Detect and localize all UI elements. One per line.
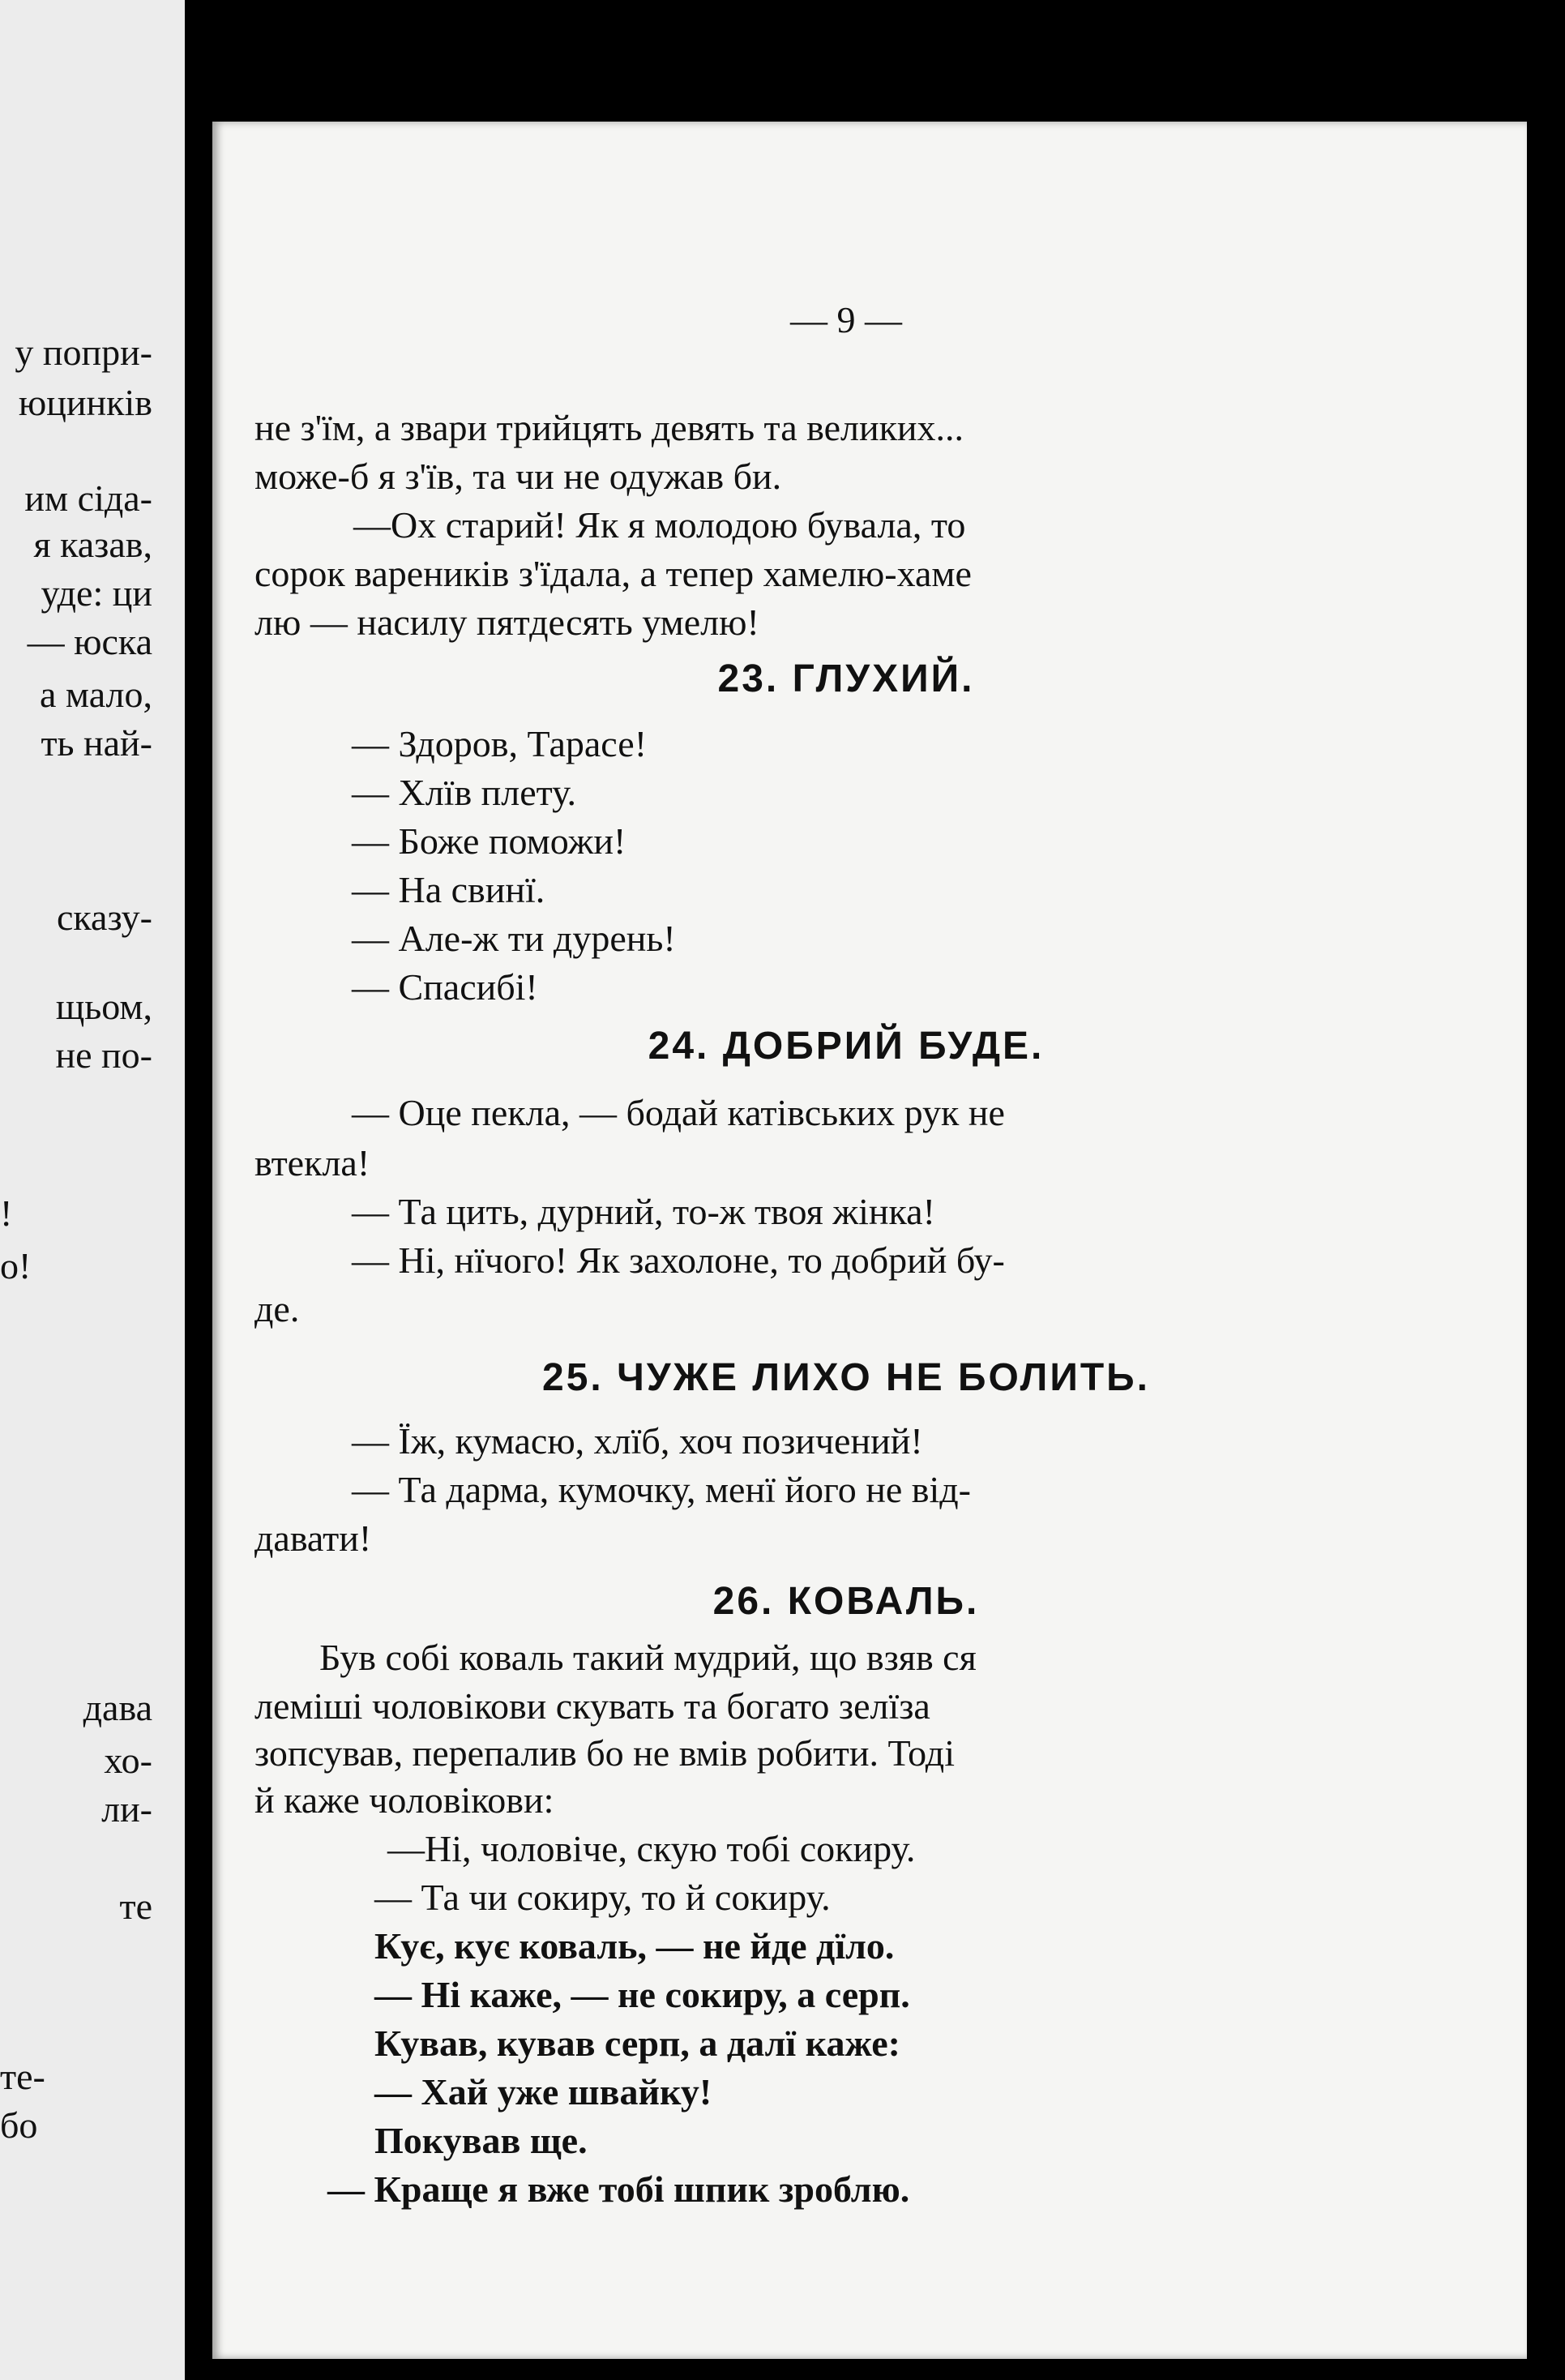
left-text-line: у попри- <box>15 332 152 373</box>
left-text-line: сказу- <box>56 897 152 938</box>
page-number: — 9 — <box>790 299 902 340</box>
dialogue-line: — Здоров, Тарасе! <box>352 723 648 764</box>
dialogue-line: — Ні, нїчого! Як захолоне, то добрий бу- <box>352 1239 1005 1281</box>
dialogue-line: — Хлїв плету. <box>352 772 577 813</box>
dialogue-line: —Ні, чоловіче, скую тобі сокиру. <box>387 1828 916 1869</box>
section-title: 26. КОВАЛЬ. <box>712 1580 980 1623</box>
left-text-line: а мало, <box>40 674 152 715</box>
text-line: леміші чоловікови скувать та богато зелїза <box>254 1685 930 1727</box>
dialogue-line: — Хай уже швайку! <box>374 2071 712 2112</box>
text-line: сорок вареників з'їдала, а тепер хамелю-хаме <box>254 553 972 594</box>
text-line: зопсував, перепалив бо не вмів робити. Тоді <box>254 1732 955 1774</box>
dialogue-line: — Та чи сокиру, то й сокиру. <box>374 1877 831 1918</box>
dialogue-line: Кував, кував серп, а далї каже: <box>374 2023 900 2064</box>
dialogue-line: — Краще я вже тобі шпик зроблю. <box>327 2168 910 2210</box>
dialogue-line: — На свинї. <box>352 869 545 910</box>
dialogue-line: — Та цить, дурний, то-ж твоя жінка! <box>352 1191 935 1232</box>
text-line: —Ох старий! Як я молодою бувала, то <box>353 504 966 546</box>
dialogue-line: Кує, кує коваль, — не йде дїло. <box>374 1925 895 1967</box>
left-text-line: не по- <box>55 1034 152 1076</box>
dialogue-line: втекла! <box>254 1142 370 1184</box>
text-line: лю — насилу пятдесять умелю! <box>254 601 759 643</box>
dialogue-line: — Та дарма, кумочку, менї його не від- <box>352 1469 971 1510</box>
dialogue-line: — Боже поможи! <box>352 820 626 862</box>
dialogue-line: давати! <box>254 1517 372 1559</box>
section-title: 25. ЧУЖЕ ЛИХО НЕ БОЛИТЬ. <box>542 1356 1150 1399</box>
dialogue-line: — Оце пекла, — бодай катівських рук не <box>352 1092 1005 1133</box>
left-text-line: — юска <box>27 621 152 662</box>
left-text-line: ли- <box>101 1788 152 1830</box>
dialogue-line: — Ні каже, — не сокиру, а серп. <box>374 1974 910 2015</box>
book-page <box>212 122 1527 2359</box>
text-line: не з'їм, а звари трийцять девять та великих... <box>254 407 964 448</box>
left-text-line: о! <box>0 1245 32 1286</box>
left-text-line: те <box>119 1886 152 1927</box>
left-text-line: я казав, <box>33 524 152 565</box>
left-text-line: уде: ци <box>41 572 152 614</box>
left-text-line: юцинків <box>18 382 152 423</box>
left-text-line: дава <box>83 1687 152 1728</box>
dialogue-line: — Спасибі! <box>352 966 538 1008</box>
left-text-line: хо- <box>104 1740 152 1781</box>
dialogue-line: — Їж, кумасю, хлїб, хоч позичений! <box>352 1420 923 1462</box>
text-line: Був собі коваль такий мудрий, що взяв ся <box>319 1637 977 1678</box>
section-title: 23. ГЛУХИЙ. <box>717 657 975 700</box>
dialogue-line: де. <box>254 1288 300 1329</box>
left-text-line: им сіда- <box>24 477 152 519</box>
dialogue-line: — Але-ж ти дурень! <box>352 918 676 959</box>
text-line: може-б я з'їв, та чи не одужав би. <box>254 456 782 497</box>
left-text-line: щьом, <box>55 986 152 1027</box>
left-page-fragment <box>0 0 212 2380</box>
dialogue-line: Покував ще. <box>374 2120 588 2161</box>
left-text-line: бо <box>0 2104 38 2146</box>
left-text-line: ть най- <box>41 722 152 764</box>
text-line: й каже чоловікови: <box>254 1779 554 1821</box>
left-text-line: те- <box>0 2056 45 2097</box>
section-title: 24. ДОБРИЙ БУДЕ. <box>648 1025 1045 1068</box>
left-text-line: ! <box>0 1192 13 1234</box>
